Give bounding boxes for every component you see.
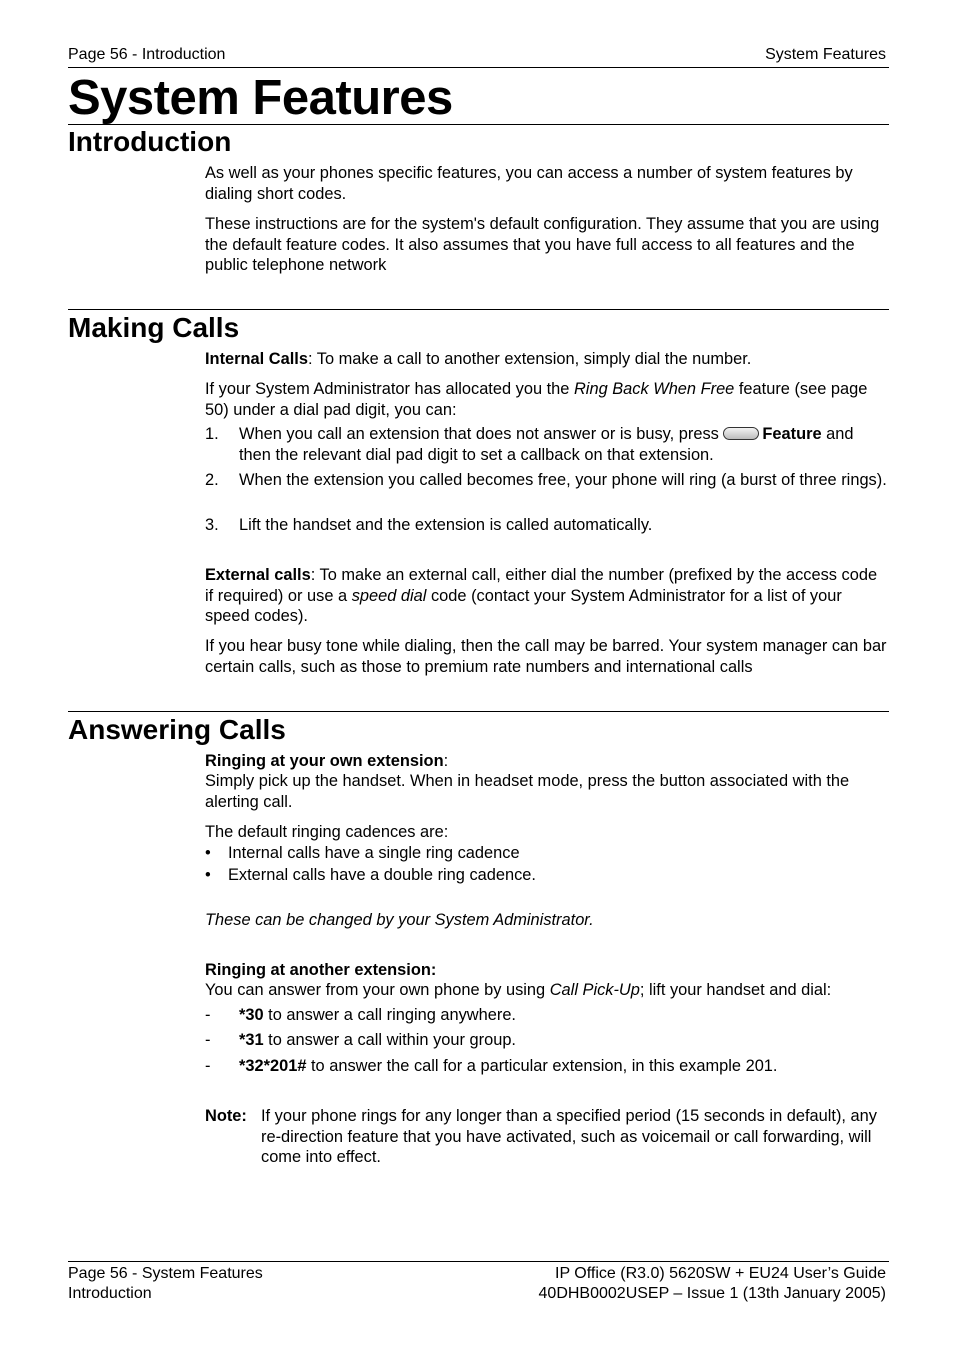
dash-marker: - xyxy=(205,1006,211,1024)
step-text: When the extension you called becomes free, your phone will ring (a burst of three rings). xyxy=(239,471,887,489)
intro-paragraph-2: These instructions are for the system's default configuration. They assume that you are using the default feature codes. It also assumes that you have full access to all features and the public telephone network xyxy=(205,215,880,274)
cadence-list-item: Internal calls have a single ring cadence xyxy=(228,844,520,862)
ring-back-paragraph xyxy=(205,379,889,420)
own-extension-colon: : xyxy=(443,752,449,770)
section-heading-answering-calls: Answering Calls xyxy=(68,714,286,745)
header-rule xyxy=(68,67,889,68)
section-heading-making-calls: Making Calls xyxy=(68,312,240,343)
busy-tone-paragraph: If you hear busy tone while dialing, then the call may be barred. Your system manager can bar certain calls, such as those to premium rate numbers and international calls xyxy=(205,637,887,676)
footer-issue-info: 40DHB0002USEP – Issue 1 (13th January 2005) xyxy=(538,1285,886,1302)
footer-guide-title: IP Office (R3.0) 5620SW + EU24 User’s Guide xyxy=(555,1265,886,1282)
footer-right xyxy=(539,1264,886,1304)
footer-rule xyxy=(68,1261,889,1262)
external-calls-paragraph xyxy=(205,565,889,627)
ring-back-feature-name: Ring Back When Free xyxy=(573,380,735,398)
call-pickup-term: Call Pick-Up xyxy=(549,981,640,999)
step-number: 3. xyxy=(205,516,219,534)
footer-page-label: Page 56 - System Features xyxy=(68,1265,263,1282)
call-pickup-text-post: ; lift your handset and dial: xyxy=(639,981,832,999)
dash-marker: - xyxy=(205,1031,211,1049)
running-header-right: System Features xyxy=(765,46,886,63)
external-calls-text-post: code (contact your System Administrator for a list of your speed codes). xyxy=(205,586,842,625)
call-pickup-paragraph xyxy=(205,980,889,1001)
step-text: Lift the handset and the extension is called automatically. xyxy=(239,516,653,534)
feature-key-icon xyxy=(723,427,759,440)
internal-calls-text: : To make a call to another extension, simply dial the number. xyxy=(307,350,752,368)
footer-left xyxy=(68,1264,263,1304)
short-code-description: to answer a call within your group. xyxy=(263,1031,516,1049)
internal-calls-label: Internal Calls xyxy=(205,350,308,368)
running-header-left: Page 56 - Introduction xyxy=(68,46,226,63)
short-code-item xyxy=(239,1056,889,1077)
section-rule-making-calls xyxy=(68,309,889,310)
own-extension-heading xyxy=(205,751,889,772)
short-code: *30 xyxy=(239,1006,264,1024)
call-pickup-text-pre: You can answer from your own phone by using xyxy=(205,981,550,999)
ring-back-text-post: feature (see page 50) under a dial pad digit, you can: xyxy=(205,380,868,419)
external-calls-text-pre: : To make an external call, either dial the number (prefixed by the access code if required) or use a xyxy=(205,566,878,605)
short-code: *32*201# xyxy=(239,1057,307,1075)
note-label: Note: xyxy=(205,1107,247,1125)
short-code: *31 xyxy=(239,1031,264,1049)
external-calls-label: External calls xyxy=(205,566,311,584)
dash-marker: - xyxy=(205,1057,211,1075)
bullet-icon: • xyxy=(205,866,211,884)
cadence-intro: The default ringing cadences are: xyxy=(205,823,449,841)
step-text-pre: When you call an extension that does not answer or is busy, press xyxy=(239,425,724,443)
title-rule xyxy=(68,124,889,125)
step-number: 1. xyxy=(205,425,219,443)
section-rule-answering-calls xyxy=(68,711,889,712)
bullet-icon: • xyxy=(205,844,211,862)
step-text xyxy=(239,424,889,465)
own-extension-paragraph: Simply pick up the handset. When in headset mode, press the button associated with the alerting call. xyxy=(205,772,850,811)
footer-section-label: Introduction xyxy=(68,1285,152,1302)
step-number: 2. xyxy=(205,471,219,489)
intro-paragraph-1: As well as your phones specific features, you can access a number of system features by dialing short codes. xyxy=(205,164,853,203)
another-extension-heading: Ringing at another extension: xyxy=(205,961,437,979)
short-code-description: to answer a call ringing anywhere. xyxy=(263,1006,516,1024)
short-code-item xyxy=(239,1030,889,1051)
short-code-description: to answer the call for a particular extension, in this example 201. xyxy=(306,1057,778,1075)
cadence-list-item: External calls have a double ring cadence. xyxy=(228,866,536,884)
page-title: System Features xyxy=(68,71,453,125)
step-text-post: and then the relevant dial pad digit to set a callback on that extension. xyxy=(239,425,854,464)
administrator-note: These can be changed by your System Administrator. xyxy=(205,911,594,929)
ring-back-text-pre: If your System Administrator has allocated you the xyxy=(205,380,574,398)
feature-key-label: Feature xyxy=(762,425,822,443)
speed-dial-term: speed dial xyxy=(351,586,427,605)
note-text: If your phone rings for any longer than a specified period (15 seconds in default), any re-direction feature that you have activated, such as voicemail or call forwarding, will come into effect. xyxy=(261,1107,877,1166)
internal-calls-paragraph xyxy=(205,349,889,370)
short-code-item xyxy=(239,1005,889,1026)
own-extension-label: Ringing at your own extension xyxy=(205,752,444,770)
section-heading-introduction: Introduction xyxy=(68,126,232,157)
